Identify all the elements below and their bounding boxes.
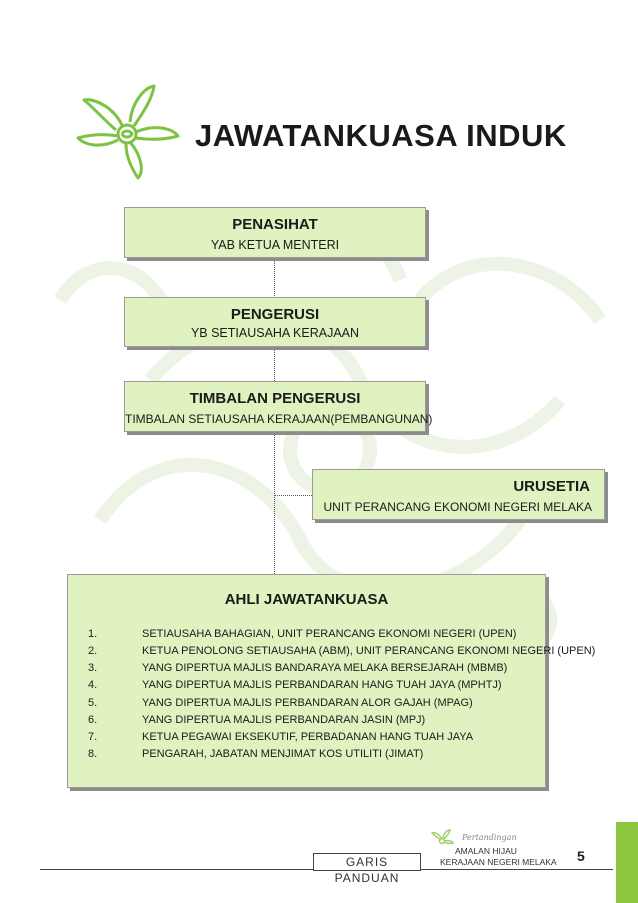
member-number: 1. [88,628,98,640]
member-item: SETIAUSAHA BAHAGIAN, UNIT PERANCANG EKONOMI NEGERI (UPEN) [142,628,517,640]
member-number: 8. [88,748,98,760]
member-number: 3. [88,662,98,674]
ahli-jawatankuasa-box [67,574,596,788]
member-number: 6. [88,714,98,726]
member-item: YANG DIPERTUA MAJLIS PERBANDARAN JASIN (MPJ) [142,714,426,726]
member-number: 4. [88,679,98,691]
penasihat-heading: PENASIHAT [232,216,318,233]
timbalan-pengerusi-box [124,381,433,432]
member-item: KETUA PENOLONG SETIAUSAHA (ABM), UNIT PERANCANG EKONOMI NEGERI (UPEN) [142,645,596,657]
connector-urusetia [274,495,312,496]
ahli-heading: AHLI JAWATANKUASA [224,591,389,608]
pengerusi-heading: PENGERUSI [230,306,320,323]
brand-script-text: Pertandingan [462,833,517,842]
member-item: YANG DIPERTUA MAJLIS PERBANDARAN ALOR GAJAH (MPAG) [142,697,473,709]
guide-label: GARIS PANDUAN [313,853,421,871]
pengerusi-name: YB SETIAUSAHA KERAJAAN [190,326,360,340]
urusetia-heading: URUSETIA [513,478,590,495]
member-item: PENGARAH, JABATAN MENJIMAT KOS UTILITI (JIMAT) [142,748,424,760]
page-number: 5 [577,848,585,864]
timbalan-heading: TIMBALAN PENGERUSI [189,390,361,407]
member-item: YANG DIPERTUA MAJLIS PERBANDARAN HANG TUAH JAYA (MPHTJ) [142,679,502,691]
timbalan-name: TIMBALAN SETIAUSAHA KERAJAAN(PEMBANGUNAN) [125,412,433,426]
member-item: YANG DIPERTUA MAJLIS BANDARAYA MELAKA BERSEJARAH (MBMB) [142,662,508,674]
member-item: KETUA PEGAWAI EKSEKUTIF, PERBADANAN HANG TUAH JAYA [142,731,474,743]
urusetia-name: UNIT PERANCANG EKONOMI NEGERI MELAKA [323,500,592,514]
connector-timbalan-ahli [274,432,275,574]
member-number: 5. [88,697,98,709]
brand-line-2: KERAJAAN NEGERI MELAKA [440,857,557,867]
page-title: JAWATANKUASA INDUK [195,118,567,153]
connector-penasihat-pengerusi [274,258,275,298]
urusetia-box [312,469,605,520]
green-side-tab [616,822,638,903]
brand-line-1: AMALAN HIJAU [455,846,517,856]
connector-pengerusi-timbalan [274,347,275,381]
member-number: 2. [88,645,98,657]
penasihat-box [124,207,426,258]
penasihat-name: YAB KETUA MENTERI [210,238,340,252]
flower-logo-icon [72,80,182,180]
pengerusi-box [124,297,426,347]
small-flower-icon [430,828,454,852]
member-number: 7. [88,731,98,743]
